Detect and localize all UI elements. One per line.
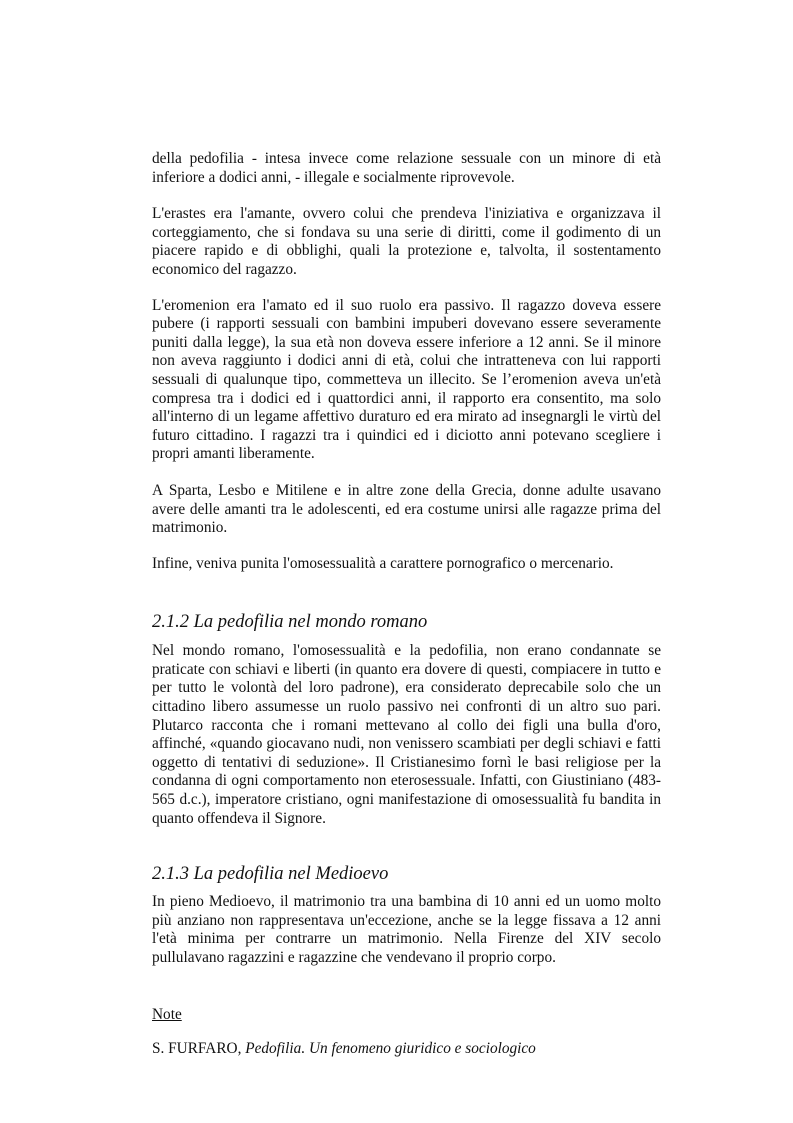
notes-label: Note (152, 1005, 182, 1023)
document-page (152, 150, 661, 1059)
paragraph-erastes: L'erastes era l'amante, ovvero colui che prendeva l'iniziativa e organizzava il corteggiamento, che si fondava su una serie di diritti, come il godimento di un piacere rapido e di obblighi, quali la protezione e, talvolta, il sostentamento economico del ragazzo. (152, 205, 661, 278)
paragraph-eromenion: L'eromenion era l'amato ed il suo ruolo era passivo. Il ragazzo doveva essere pubere (i rapporti sessuali con bambini impuberi dovevano essere severamente puniti dalla legge), la sua età non doveva essere inferiore a 12 anni. Se il minore non aveva raggiunto i dodici anni di età, colui che intratteneva con lui rapporti sessuali di qualunque tipo, commetteva un illecito. Se l’eromenion aveva un'età compresa tra i dodici ed i quattordici anni, il rapporto era consentito, ma solo all'interno di un legame affettivo duraturo ed era mirato ad insegnargli le virtù del futuro cittadino. I ragazzi tra i quindici ed i diciotto anni potevano scegliere i propri amanti liberamente. (152, 296, 661, 463)
note-author: S. FURFARO, (152, 1040, 246, 1058)
section-heading-medioevo: 2.1.3 La pedofilia nel Medioevo (152, 864, 389, 885)
note-title: Pedofilia. Un fenomeno giuridico e sociologico (245, 1040, 536, 1058)
section-heading-romano: 2.1.2 La pedofilia nel mondo romano (152, 612, 428, 633)
paragraph-medioevo: In pieno Medioevo, il matrimonio tra una bambina di 10 anni ed un uomo molto più anziano non rappresentava un'eccezione, anche se la legge fissava a 12 anni l'età minima per contrarre un matrimonio. Nella Firenze del XIV secolo pullulavano ragazzini e ragazzine che vendevano il proprio corpo. (152, 893, 661, 966)
paragraph-sparta: A Sparta, Lesbo e Mitilene e in altre zone della Grecia, donne adulte usavano avere delle amanti tra le adolescenti, ed era costume unirsi alle ragazze prima del matrimonio. (152, 481, 661, 537)
paragraph-infine: Infine, veniva punita l'omosessualità a carattere pornografico o mercenario. (152, 554, 614, 572)
paragraph-intro-continuation: della pedofilia - intesa invece come relazione sessuale con un minore di età inferiore a dodici anni, - illegale e socialmente riprovevole. (152, 150, 661, 186)
paragraph-romano: Nel mondo romano, l'omosessualità e la pedofilia, non erano condannate se praticate con schiavi e liberti (in quanto era dovere di questi, compiacere in tutto e per tutto le volontà del loro padrone), era considerato deprecabile solo che un cittadino libero assumesse un ruolo passivo nei confronti di un altro suo pari. Plutarco racconta che i romani mettevano al collo dei figli una bulla d'oro, affinché, «quando giocavano nudi, non venissero scambiati per degli schiavi e fatti oggetto di tentativi di seduzione». Il Cristianesimo fornì le basi religiose per la condanna di ogni comportamento non eterosessuale. Infatti, con Giustiniano (483-565 d.c.), imperatore cristiano, ogni manifestazione di omosessualità fu bandita in quanto offendeva il Signore. (152, 642, 661, 827)
note-reference (152, 1040, 661, 1059)
